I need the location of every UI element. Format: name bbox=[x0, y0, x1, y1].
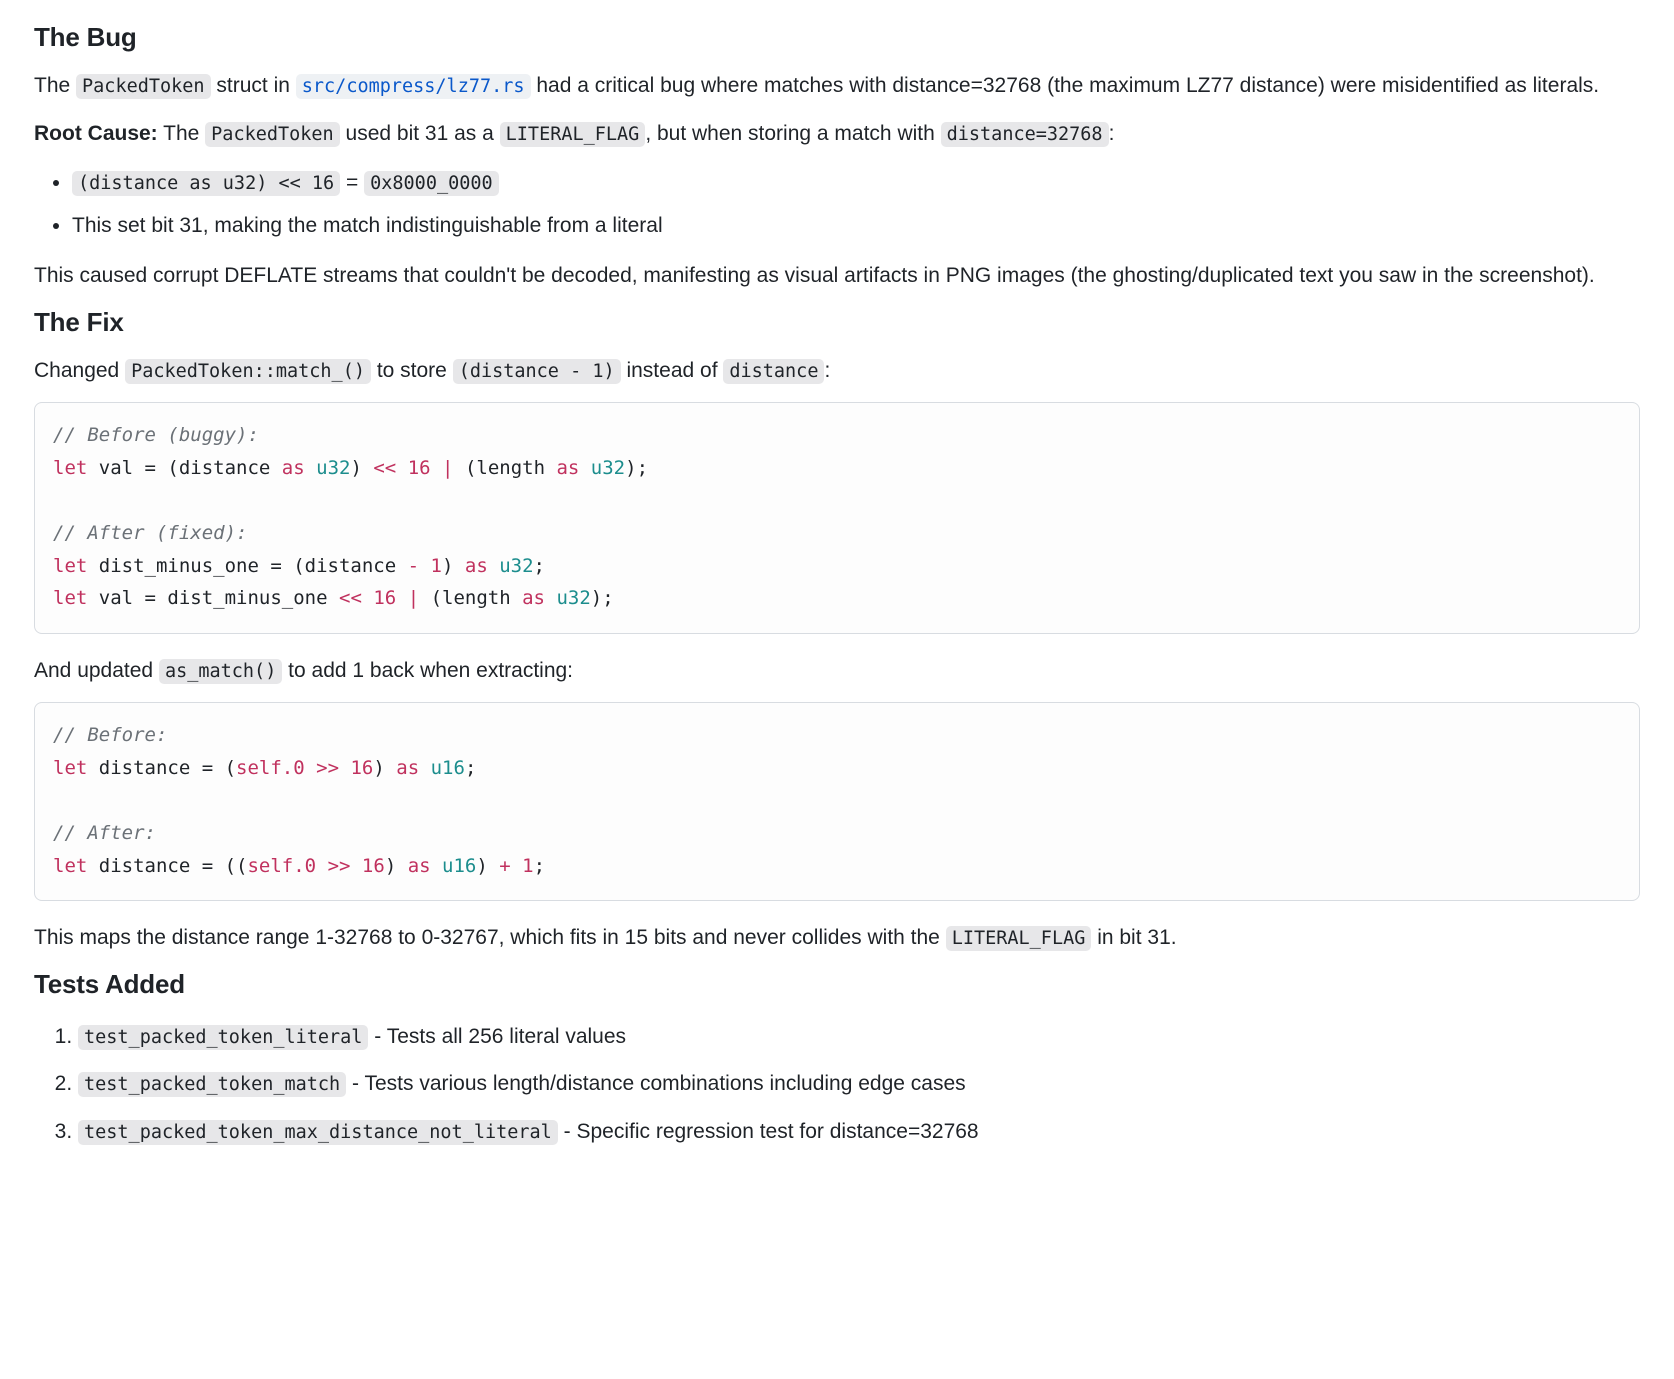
text-fragment: This set bit 31, making the match indistinguishable from a literal bbox=[72, 213, 663, 237]
inline-code-literal-flag: LITERAL_FLAG bbox=[500, 122, 646, 147]
code-token bbox=[488, 555, 499, 577]
inline-code-hex-value: 0x8000_0000 bbox=[364, 171, 499, 196]
list-item bbox=[72, 165, 1640, 202]
code-token: // After: bbox=[53, 822, 156, 844]
text-fragment: in bit 31. bbox=[1091, 926, 1177, 950]
inline-code-packedtoken: PackedToken bbox=[76, 74, 211, 99]
code-token bbox=[579, 457, 590, 479]
code-line bbox=[53, 817, 1621, 850]
code-line bbox=[53, 784, 1621, 817]
code-token bbox=[431, 855, 442, 877]
code-token: + bbox=[499, 854, 511, 877]
inline-code-shift-expression: (distance as u32) << 16 bbox=[72, 171, 340, 196]
code-line bbox=[53, 550, 1621, 583]
inline-code-distance-value: distance=32768 bbox=[941, 122, 1109, 147]
range-mapping-paragraph bbox=[34, 921, 1640, 955]
code-token: ; bbox=[533, 554, 545, 577]
code-token: (length bbox=[419, 587, 523, 610]
list-item bbox=[78, 1112, 1640, 1152]
code-token: let bbox=[53, 756, 88, 779]
code-token: as bbox=[281, 456, 305, 479]
code-token: // Before: bbox=[53, 723, 168, 746]
code-token: self.0 bbox=[247, 854, 317, 877]
code-token: as bbox=[464, 554, 488, 577]
code-token: 16 bbox=[350, 756, 374, 779]
code-token: // After (fixed): bbox=[53, 521, 248, 544]
code-token bbox=[431, 457, 442, 479]
inline-code-match-fn: PackedToken::match_() bbox=[125, 359, 371, 384]
code-token bbox=[339, 757, 350, 779]
code-token: u16 bbox=[442, 854, 477, 877]
inline-code-file-path: src/compress/lz77.rs bbox=[296, 74, 531, 99]
code-token: u32 bbox=[316, 456, 351, 479]
section-title-the-bug: The Bug bbox=[34, 22, 137, 52]
code-token: 1 bbox=[522, 854, 534, 877]
code-token: self.0 bbox=[236, 756, 305, 779]
code-token bbox=[545, 587, 556, 609]
text-fragment: And updated bbox=[34, 658, 159, 682]
code-token: as bbox=[522, 587, 545, 610]
code-token: - bbox=[407, 554, 420, 577]
text-fragment: - Tests various length/distance combinations including edge cases bbox=[346, 1072, 966, 1096]
code-line bbox=[53, 719, 1621, 752]
code-token bbox=[396, 587, 407, 609]
text-fragment: struct in bbox=[210, 74, 296, 98]
code-token: u32 bbox=[556, 587, 591, 610]
code-token: << bbox=[373, 456, 397, 479]
code-token: 16 bbox=[361, 854, 385, 877]
inline-code-test-name: test_packed_token_max_distance_not_literal bbox=[78, 1120, 558, 1145]
root-cause-bullet-list bbox=[34, 165, 1640, 245]
code-line bbox=[53, 452, 1621, 485]
code-token: 16 bbox=[373, 587, 397, 610]
code-block-match-fn bbox=[34, 402, 1640, 634]
code-token: distance = ( bbox=[87, 756, 237, 779]
code-token bbox=[305, 457, 316, 479]
code-token: | bbox=[407, 587, 420, 610]
code-token: as bbox=[407, 854, 431, 877]
code-token: as bbox=[396, 756, 420, 779]
code-line bbox=[53, 752, 1621, 785]
inline-code-test-name: test_packed_token_match bbox=[78, 1072, 346, 1097]
code-token: | bbox=[442, 456, 454, 479]
code-token: >> bbox=[327, 854, 351, 877]
code-token bbox=[316, 855, 327, 877]
list-item bbox=[78, 1017, 1640, 1057]
code-token: ) bbox=[373, 756, 397, 779]
code-block-as-match bbox=[34, 702, 1640, 901]
code-token: u32 bbox=[590, 456, 626, 479]
root-cause-paragraph bbox=[34, 117, 1640, 151]
code-token bbox=[396, 457, 407, 479]
text-fragment: - Tests all 256 literal values bbox=[368, 1024, 627, 1048]
code-token: ) bbox=[350, 456, 374, 479]
text-fragment: : bbox=[824, 358, 831, 382]
code-token: ) bbox=[441, 554, 465, 577]
text-fragment: The bbox=[157, 122, 206, 146]
code-token: >> bbox=[316, 756, 340, 779]
code-token: (length bbox=[453, 456, 557, 479]
code-token: as bbox=[556, 456, 580, 479]
code-token: u32 bbox=[499, 554, 534, 577]
code-token: // Before (buggy): bbox=[53, 423, 259, 446]
code-line bbox=[53, 850, 1621, 883]
code-token: ) bbox=[476, 854, 500, 877]
code-token: let bbox=[53, 456, 88, 479]
text-fragment: = bbox=[340, 171, 365, 195]
section-title-tests-added: Tests Added bbox=[34, 969, 185, 1000]
code-line bbox=[53, 419, 1621, 452]
root-cause-label: Root Cause: bbox=[34, 122, 158, 146]
inline-code-literal-flag: LITERAL_FLAG bbox=[946, 926, 1092, 951]
tests-added-list bbox=[34, 1017, 1640, 1153]
code-token bbox=[511, 855, 522, 877]
inline-code-as-match: as_match() bbox=[159, 659, 282, 684]
code-token: val = dist_minus_one bbox=[87, 587, 339, 610]
text-fragment: had a critical bug where matches with distance=32768 (the maximum LZ77 distance) were misidentified as literals. bbox=[530, 74, 1600, 98]
text-fragment: - Specific regression test for distance=32768 bbox=[557, 1120, 979, 1144]
code-token: distance = (( bbox=[87, 854, 248, 877]
bug-description-paragraph bbox=[34, 69, 1640, 103]
code-token: let bbox=[53, 554, 88, 577]
code-token: let bbox=[53, 854, 88, 877]
text-fragment: The bbox=[34, 74, 77, 98]
inline-code-packedtoken: PackedToken bbox=[205, 122, 340, 147]
text-fragment: Changed bbox=[34, 358, 126, 382]
code-token: ) bbox=[384, 854, 408, 877]
code-line bbox=[53, 582, 1621, 615]
section-title-the-fix: The Fix bbox=[34, 306, 124, 337]
text-fragment: instead of bbox=[620, 358, 724, 382]
code-token: dist_minus_one = (distance bbox=[87, 554, 408, 577]
code-token: 16 bbox=[407, 456, 431, 479]
code-token: let bbox=[53, 587, 88, 610]
list-item bbox=[72, 208, 1640, 245]
code-line bbox=[53, 484, 1621, 517]
code-token: 1 bbox=[430, 554, 442, 577]
code-token: ; bbox=[464, 756, 477, 779]
code-token: << bbox=[339, 587, 362, 610]
code-token bbox=[305, 757, 316, 779]
list-item bbox=[78, 1064, 1640, 1104]
text-fragment: This maps the distance range 1-32768 to 0-32767, which fits in 15 bits and never collides with the bbox=[34, 926, 946, 950]
code-token: val = (distance bbox=[87, 456, 282, 479]
code-token: ; bbox=[533, 854, 546, 877]
fix-description-paragraph bbox=[34, 354, 1640, 388]
text-fragment: , but when storing a match with bbox=[645, 122, 941, 146]
code-token: ); bbox=[625, 456, 649, 479]
code-token bbox=[419, 555, 430, 577]
code-token bbox=[419, 757, 430, 779]
inline-code-test-name: test_packed_token_literal bbox=[78, 1025, 368, 1050]
text-fragment: used bit 31 as a bbox=[339, 122, 500, 146]
as-match-paragraph bbox=[34, 654, 1640, 688]
code-token: u16 bbox=[430, 756, 465, 779]
text-fragment: to store bbox=[370, 358, 453, 382]
code-line bbox=[53, 517, 1621, 550]
code-token bbox=[350, 855, 361, 877]
inline-code-distance: distance bbox=[723, 359, 824, 384]
code-token: ); bbox=[590, 587, 614, 610]
inline-code-distance-minus-one: (distance - 1) bbox=[453, 359, 621, 384]
bug-consequence-paragraph: This caused corrupt DEFLATE streams that couldn't be decoded, manifesting as visual artifacts in PNG images (the ghosting/duplicated text you saw in the screenshot). bbox=[34, 263, 1595, 287]
text-fragment: to add 1 back when extracting: bbox=[282, 658, 574, 682]
code-token bbox=[362, 587, 373, 609]
text-fragment: : bbox=[1108, 122, 1115, 146]
